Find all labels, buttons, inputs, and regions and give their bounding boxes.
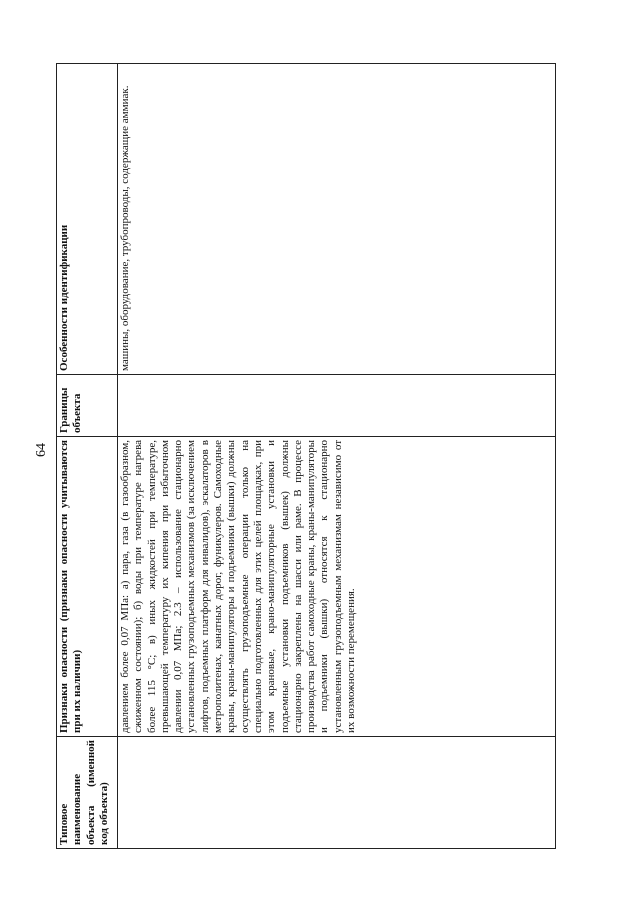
cell-boundaries: [118, 375, 556, 437]
header-object-name: Типовое наименование объекта (именной код объекта): [57, 737, 118, 849]
header-hazard-signs: Признаки опасности (признаки опасности учитываются при их наличии): [57, 437, 118, 737]
cell-identification: машины, оборудование, трубопроводы, содержащие аммиак.: [118, 64, 556, 375]
header-boundaries: Границы объекта: [57, 375, 118, 437]
cell-hazard-signs: давлением более 0,07 МПа: а) пара, газа (в газообразном, сжиженном состоянии); б) воды при температуре нагрева более 115 °C; в) иных жидкостей при температуре, превышающей температуру их кипения при избыточном давлении 0,07 МПа; 2.3 – использование стационарно установленных грузоподъемных механизмов (за исключением лифтов, подъемных платформ для инвалидов), эскалаторов в метрополитенах, канатных дорог, фуникулеров. Самоходные краны, краны-манипуляторы и подъемники (вышки) должны осуществлять грузоподъемные операции только на специально подготовленных для этих целей площадках, при этом крановые, крано-манипуляторные установки и подъемные установки подъемников (вышек) должны стационарно закреплены на шасси или раме. В процессе производства работ самоходные краны, краны-манипуляторы и подъемники (вышки) относятся к стационарно установленным грузоподъемным механизмам независимо от их возможности перемещения.: [118, 437, 556, 737]
cell-object-name: [118, 737, 556, 849]
header-identification: Особенности идентификации: [57, 64, 118, 375]
table-row: [118, 64, 556, 849]
page-number: 64: [34, 443, 49, 457]
table-header-row: [57, 64, 118, 849]
rotated-table-container: [56, 64, 556, 849]
identification-table: [56, 63, 556, 849]
